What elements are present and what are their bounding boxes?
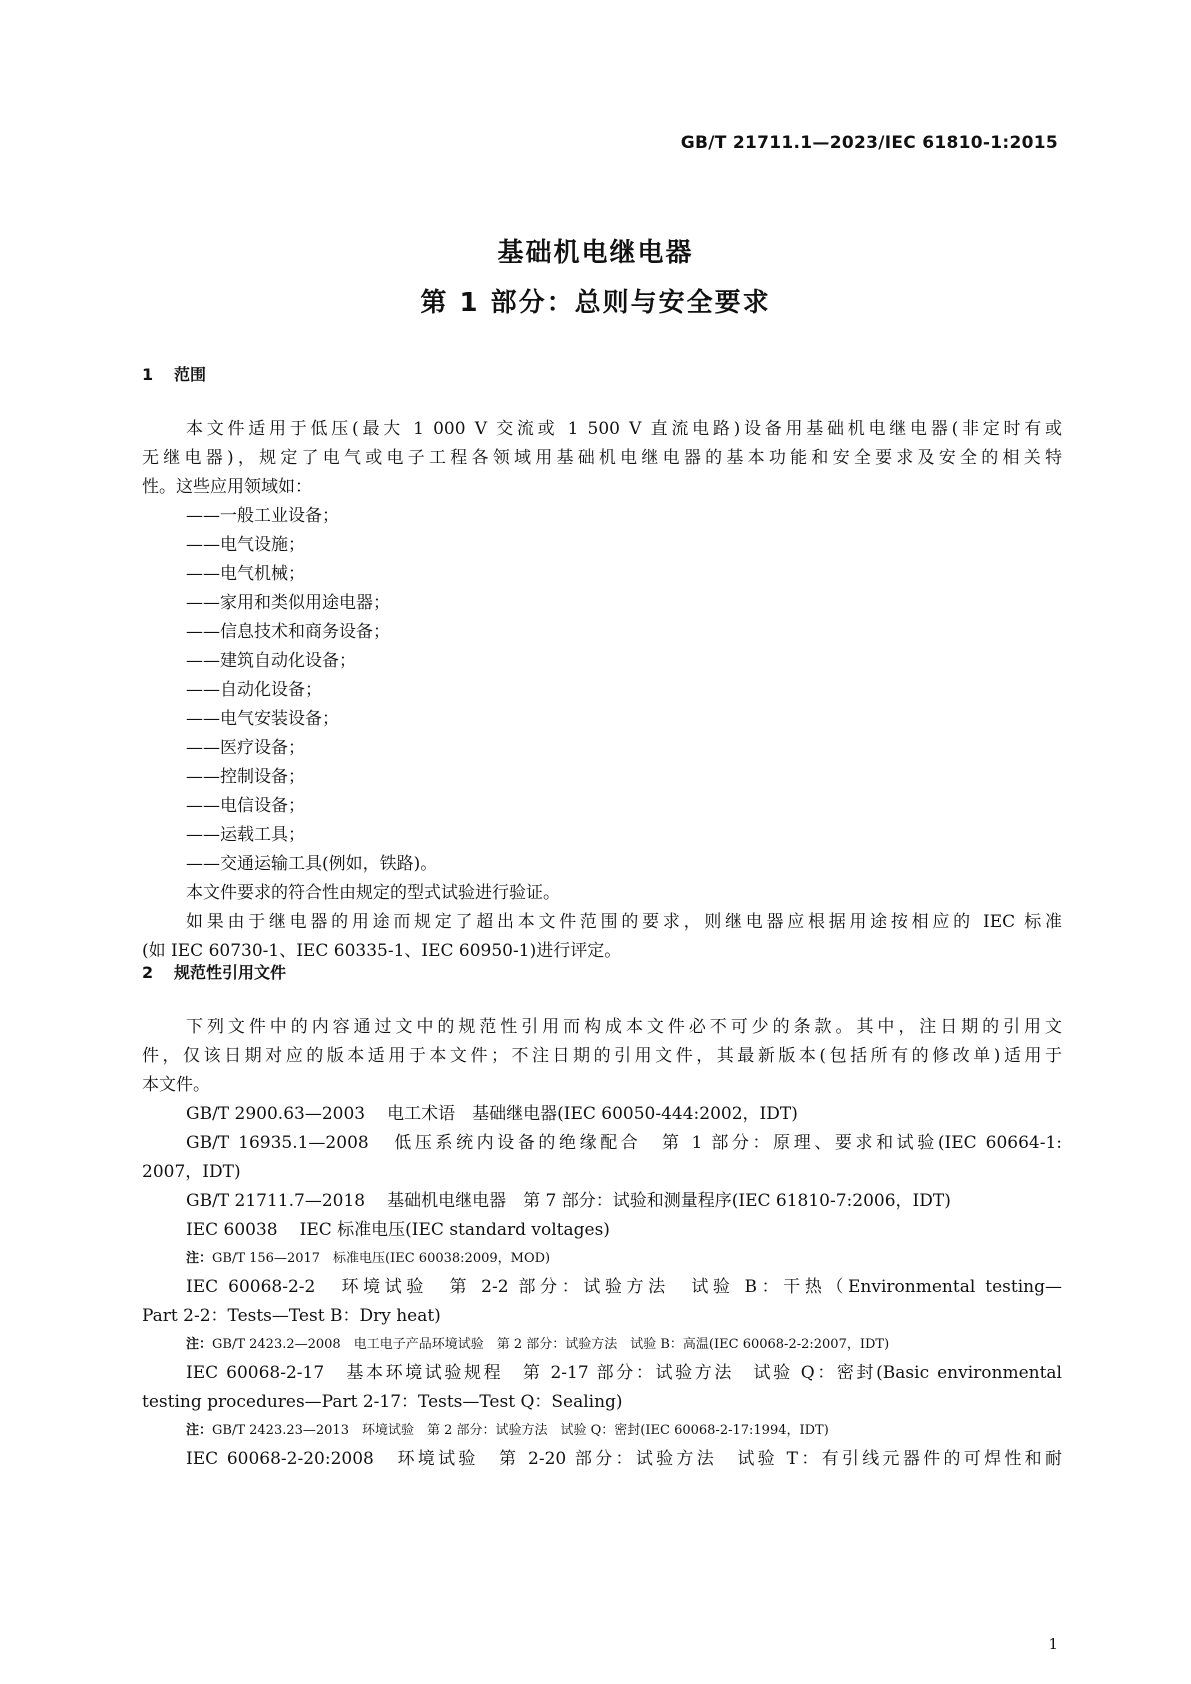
- note-label: 注：: [186, 1337, 213, 1352]
- page-number: 1: [1048, 1635, 1058, 1653]
- list-item: ——自动化设备；: [186, 680, 322, 700]
- section-2-heading: [142, 960, 286, 983]
- reference-entry: [142, 1187, 1062, 1216]
- paragraph: (如 IEC 60730-1、IEC 60335-1、IEC 60950-1)进行评定。: [142, 941, 622, 961]
- list-item: ——家用和类似用途电器；: [186, 593, 390, 613]
- document-title: 基础机电继电器: [497, 238, 694, 268]
- list-item: ——建筑自动化设备；: [186, 651, 356, 671]
- reference-entry: IEC 60068-2-20:2008 环境试验 第 2-20 部分：试验方法 试验 T：有引线元器件的可焊性和耐: [186, 1449, 1062, 1469]
- list-item: ——运载工具；: [186, 825, 305, 845]
- section-2-body: [142, 1013, 1062, 1474]
- reference-note: [142, 1331, 1062, 1359]
- list-item: ——医疗设备；: [186, 738, 305, 758]
- reference-note: [142, 1417, 1062, 1445]
- reference-title: IEC 标准电压(IEC standard voltages): [299, 1220, 610, 1240]
- list-item: ——电信设备；: [186, 796, 305, 816]
- reference-continuation: testing procedures—Part 2-17：Tests—Test Q：Sealing): [142, 1392, 623, 1412]
- note-text: GB/T 2423.2—2008 电工电子产品环境试验 第 2 部分：试验方法 试验 B：高温(IEC 60068-2-2:2007，IDT): [212, 1337, 890, 1352]
- reference-entry: [142, 1100, 1062, 1129]
- paragraph: 本文件。: [142, 1075, 210, 1095]
- paragraph: 性。这些应用领域如：: [142, 477, 312, 497]
- list-item: ——一般工业设备；: [186, 506, 339, 526]
- paragraph: 本文件要求的符合性由规定的型式试验进行验证。: [186, 883, 560, 903]
- standard-code: GB/T 21711.1—2023/IEC 61810-1:2015: [680, 133, 1058, 153]
- list-item: ——电气设施；: [186, 535, 305, 555]
- reference-title: 电工术语 基础继电器(IEC 60050-444:2002，IDT): [387, 1104, 798, 1124]
- reference-code: IEC 60038: [186, 1220, 278, 1240]
- document-subtitle: 第 1 部分：总则与安全要求: [420, 288, 771, 318]
- reference-code: GB/T 21711.7—2018: [186, 1191, 366, 1211]
- note-text: GB/T 2423.23—2013 环境试验 第 2 部分：试验方法 试验 Q：密封(IEC 60068-2-17:1994，IDT): [212, 1423, 829, 1438]
- reference-entry: [142, 1216, 1062, 1245]
- note-label: 注：: [186, 1251, 213, 1266]
- reference-continuation: Part 2-2：Tests—Test B：Dry heat): [142, 1306, 441, 1326]
- note-text: GB/T 156—2017 标准电压(IEC 60038:2009，MOD): [212, 1251, 551, 1266]
- reference-title: 低压系统内设备的绝缘配合 第 1 部分：原理、要求和试验(IEC 60664-1:: [390, 1133, 1062, 1153]
- reference-title: 基础机电继电器 第 7 部分：试验和测量程序(IEC 61810-7:2006，IDT): [387, 1191, 951, 1211]
- section-number: 2: [142, 963, 154, 982]
- list-item: ——电气安装设备；: [186, 709, 339, 729]
- reference-code: GB/T 16935.1—2008: [186, 1133, 369, 1153]
- reference-entry: IEC 60068-2-2 环境试验 第 2-2 部分：试验方法 试验 B：干热（Environmental testing—: [186, 1277, 1062, 1297]
- paragraph: 如果由于继电器的用途而规定了超出本文件范围的要求，则继电器应根据用途按相应的 IEC 标准: [186, 912, 1062, 932]
- reference-code: GB/T 2900.63—2003: [186, 1104, 366, 1124]
- list-item: ——交通运输工具(例如，铁路)。: [186, 854, 438, 874]
- reference-note: [142, 1245, 1062, 1273]
- paragraph: 无继电器)，规定了电气或电子工程各领域用基础机电继电器的基本功能和安全要求及安全的相关特: [142, 448, 1062, 468]
- section-title: 范围: [174, 365, 207, 384]
- list-item: ——控制设备；: [186, 767, 305, 787]
- section-1-heading: [142, 362, 206, 385]
- paragraph: 本文件适用于低压(最大 1 000 V 交流或 1 500 V 直流电路)设备用基础机电继电器(非定时有或: [186, 419, 1062, 439]
- section-1-body: [142, 415, 1062, 966]
- note-label: 注：: [186, 1423, 213, 1438]
- reference-entry: IEC 60068-2-17 基本环境试验规程 第 2-17 部分：试验方法 试验 Q：密封(Basic environmental: [186, 1363, 1062, 1383]
- paragraph: 件，仅该日期对应的版本适用于本文件；不注日期的引用文件，其最新版本(包括所有的修改单)适用于: [142, 1046, 1062, 1066]
- section-title: 规范性引用文件: [174, 963, 287, 982]
- reference-entry: [142, 1129, 1062, 1158]
- list-item: ——信息技术和商务设备；: [186, 622, 390, 642]
- paragraph: 下列文件中的内容通过文中的规范性引用而构成本文件必不可少的条款。其中，注日期的引用文: [186, 1017, 1062, 1037]
- list-item: ——电气机械；: [186, 564, 305, 584]
- section-number: 1: [142, 365, 154, 384]
- reference-continuation: 2007，IDT): [142, 1162, 241, 1182]
